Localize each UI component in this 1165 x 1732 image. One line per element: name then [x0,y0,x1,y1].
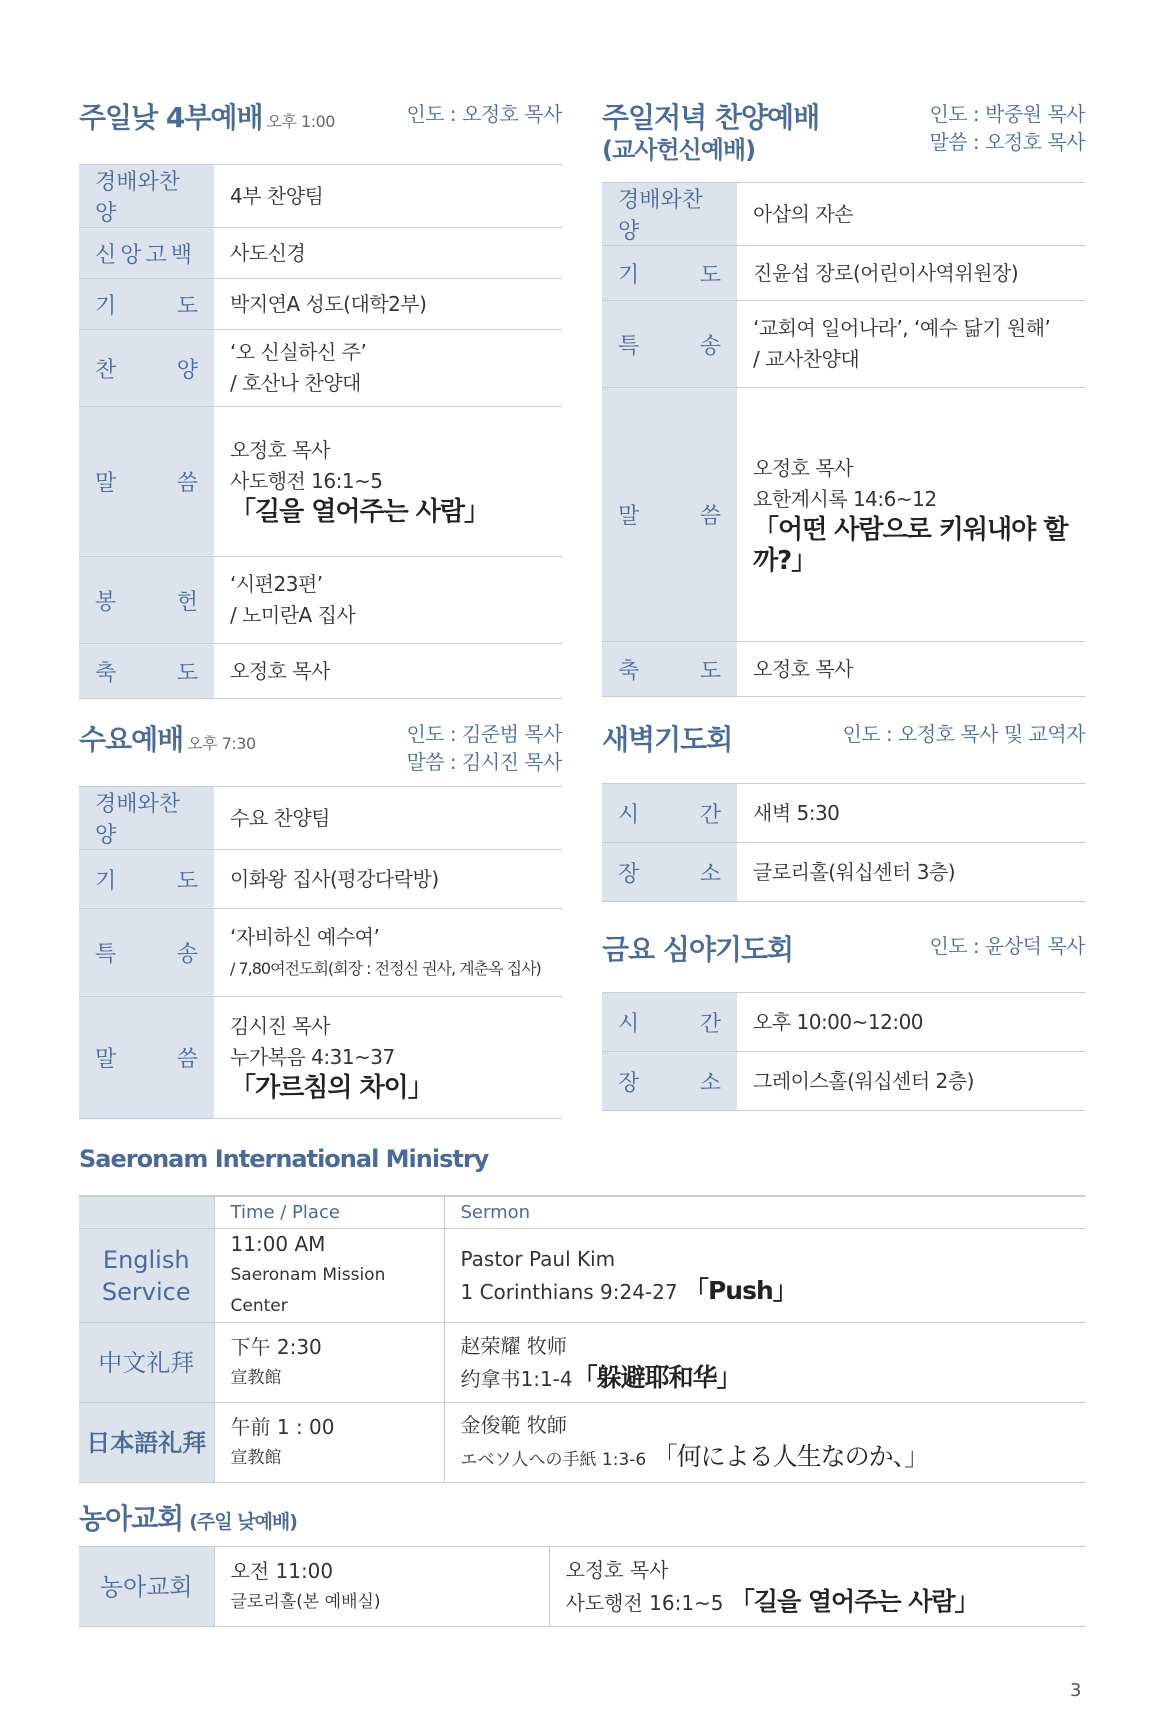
row-sermon [444,1403,1085,1483]
value-line: 오후 10:00~12:00 [753,1009,924,1034]
table-row [79,1229,1085,1323]
row-label [79,228,214,279]
label-text: 장 소 [618,861,721,887]
sermon-title: 「길을 열어주는 사람」 [729,1586,979,1616]
row-label [602,993,737,1052]
value-line: 오정호 목사 [230,438,330,462]
deaf-title [79,1497,297,1537]
value-line: ‘시편23편’ [230,572,323,596]
sermon-line [461,1441,1070,1476]
label-text: 찬 양 [95,357,198,383]
table-row [79,279,562,330]
label-text: 시 간 [618,802,721,828]
row-time-place [214,1403,444,1483]
row-value [214,787,562,850]
wednesday-leader: 인도 : 김준범 목사 [406,722,562,746]
value-line: 4부 찬양팀 [230,183,324,208]
wednesday-preacher: 말씀 : 김시진 목사 [406,750,562,774]
row-value [737,843,1085,902]
wednesday-table [79,786,562,1119]
label-text: 축 도 [618,658,721,684]
deaf-table [79,1546,1085,1627]
row-value [737,301,1085,388]
value-line: 김시진 목사 [230,1014,330,1038]
table-row [602,993,1085,1052]
sermon-title: 「가르침의 차이」 [230,1073,433,1103]
evening-preacher: 말씀 : 오정호 목사 [929,130,1085,154]
service-place: 宣教館 [230,1367,282,1388]
row-label [79,644,214,699]
row-value [214,644,562,699]
evening-table [602,182,1085,697]
row-label [79,1229,214,1323]
sermon-line [566,1586,1070,1619]
row-label [79,165,214,228]
table-row [602,246,1085,301]
label-text: 기 도 [95,868,198,894]
value-line: / 교사찬양대 [753,347,860,371]
scripture-ref: 约拿书1:1-4 [460,1366,573,1391]
row-label [602,843,737,902]
row-label [79,787,214,850]
dawn-title: 새벽기도회 [602,723,733,756]
service-place: 글로리홀(본 예배실) [230,1591,381,1612]
table-row [79,1403,1085,1483]
value-line: 그레이스홀(워십센터 2층) [753,1068,974,1093]
sermon-title: 「길을 열어주는 사람」 [230,497,490,527]
row-value [737,183,1085,246]
evening-title: 주일저녁 찬양예배 [602,101,820,134]
value-line: ‘자비하신 예수여’ [230,924,380,949]
wednesday-title [79,718,256,758]
scripture-ref: 사도행전 16:1~5 [565,1590,724,1615]
intl-title: Saeronam International Ministry [79,1145,489,1173]
row-time-place [214,1323,444,1403]
value-line: 진윤섭 장로(어린이사역위원장) [753,260,1019,285]
row-sermon [444,1229,1085,1323]
label-text: 기 도 [95,293,198,319]
dawn-leader: 인도 : 오정호 목사 및 교역자 [842,722,1085,746]
row-time-place [214,1547,549,1627]
label-text: 中文礼拜 [98,1348,195,1377]
label-text: 특 송 [95,942,198,967]
row-label [79,1323,214,1403]
row-label [79,909,214,997]
deaf-subtitle: (주일 낮예배) [189,1511,297,1533]
value-line: 이화왕 집사(평강다락방) [230,866,439,891]
label-text: 경배와찬양 [95,170,181,226]
row-time-place [214,1229,444,1323]
evening-leader: 인도 : 박중원 목사 [929,102,1085,126]
value-line: 글로리홀(워십센터 3층) [753,859,956,884]
row-sermon [549,1547,1085,1627]
table-row [79,787,562,850]
sunday4-table [79,164,562,699]
row-value [737,993,1085,1052]
scripture-ref: 1 Corinthians 9:24-27 [460,1279,678,1304]
table-row [602,388,1085,642]
row-value [737,642,1085,697]
value-line: 박지연A 성도(대학2부) [230,291,427,316]
label-text: 기 도 [618,262,721,288]
wednesday-title-text: 수요예배 [79,723,184,756]
label-text: 장 소 [618,1070,721,1096]
row-label [602,784,737,843]
label-text: 봉 헌 [95,589,198,615]
preacher: 金俊範 牧師 [460,1412,567,1437]
sunday4-time: 오후 1:00 [266,112,335,131]
service-time: 下午 2:30 [230,1334,322,1359]
sermon-line [461,1362,1070,1395]
value-line: ‘오 신실하신 주’ [230,340,367,364]
value-line: ‘교회여 일어나라’, ‘예수 닮기 원해’ [753,316,1051,340]
row-label [602,642,737,697]
label-text: English Service [101,1245,191,1306]
table-row [79,1323,1085,1403]
value-line: 사도행전 16:1~5 [230,469,383,493]
table-row [79,557,562,644]
row-value [737,388,1085,642]
row-value [737,784,1085,843]
row-label [602,246,737,301]
sermon-title: 「躲避耶和华」 [572,1362,741,1392]
scripture-ref: エベソ人への手紙 1:3-6 [460,1449,647,1470]
label-text: 말 씀 [95,471,198,496]
row-label [602,301,737,388]
label-text: 축 도 [95,660,198,686]
sunday4-title-text: 주일낮 4부예배 [79,101,263,134]
service-place: 宣教館 [230,1447,282,1468]
table-row [79,1547,1085,1627]
row-label [79,997,214,1119]
wednesday-time: 오후 7:30 [187,734,256,753]
row-value [214,279,562,330]
table-row [602,784,1085,843]
row-label [79,557,214,644]
intl-table [79,1195,1085,1483]
row-label [79,330,214,407]
label-text: 말 씀 [618,504,721,529]
header-time-place: Time / Place [214,1196,444,1229]
table-row [79,165,562,228]
table-row [79,909,562,997]
service-time: 오전 11:00 [230,1558,334,1583]
row-value [214,330,562,407]
value-line: 오정호 목사 [753,656,853,681]
value-line: 새벽 5:30 [753,800,840,825]
table-row [602,1052,1085,1111]
label-text: 시 간 [618,1011,721,1037]
table-row [79,228,562,279]
table-row [602,642,1085,697]
row-label [79,1547,214,1627]
header-blank [79,1196,214,1229]
table-row [602,301,1085,388]
value-line: 오정호 목사 [753,455,853,480]
page-number: 3 [1070,1680,1082,1701]
row-label [602,183,737,246]
sunday4-leader: 인도 : 오정호 목사 [406,102,562,126]
value-line: 요한계시록 14:6~12 [753,486,937,511]
row-value [214,997,562,1119]
deaf-title-text: 농아교회 [79,1502,184,1535]
friday-leader: 인도 : 윤상덕 목사 [929,934,1085,958]
row-label [79,850,214,909]
table-row [602,183,1085,246]
row-sermon [444,1323,1085,1403]
sunday4-title [79,96,335,136]
table-row [79,850,562,909]
row-value [214,165,562,228]
friday-title: 금요 심야기도회 [602,933,794,966]
preacher: Pastor Paul Kim [460,1246,616,1271]
row-label [602,1052,737,1111]
label-text: 신앙고백 [95,242,197,268]
service-place: Saeronam Mission Center [230,1265,386,1316]
friday-table [602,992,1085,1111]
dawn-table [602,783,1085,902]
service-time: 午前 1 : 00 [230,1414,335,1439]
label-text: 경배와찬양 [95,792,181,848]
table-row [79,407,562,557]
row-label [602,388,737,642]
row-label [79,279,214,330]
value-line: 수요 찬양팀 [230,805,330,830]
row-label [79,407,214,557]
label-text: 말 씀 [95,1047,198,1072]
label-text: 日本語礼拜 [86,1428,207,1457]
row-value [214,557,562,644]
label-text: 특 송 [618,333,721,359]
table-row [79,997,562,1119]
sermon-title: 「何による人生なのか、」 [652,1441,929,1471]
value-line: / 호산나 찬양대 [230,371,361,395]
evening-subtitle: (교사헌신예배) [602,136,756,164]
row-label [79,1403,214,1483]
value-line: 사도신경 [230,240,306,265]
sermon-title: 「Push」 [683,1275,797,1305]
preacher: 오정호 목사 [565,1557,669,1582]
value-line: / 노미란A 집사 [230,603,356,627]
table-row [79,644,562,699]
table-row [602,843,1085,902]
value-line: / 7,80여전도회(회장 : 전정신 권사, 계춘옥 집사) [230,958,541,978]
table-header-row [79,1196,1085,1229]
header-sermon: Sermon [444,1196,1085,1229]
row-value [214,850,562,909]
preacher: 赵荣耀 牧师 [460,1333,567,1358]
row-value [737,246,1085,301]
label-text: 경배와찬양 [618,188,704,244]
label-text: 농아교회 [99,1572,193,1601]
service-time: 11:00 AM [230,1232,326,1256]
sermon-line [461,1275,1070,1308]
value-line: 아삽의 자손 [753,201,853,226]
table-row [79,330,562,407]
value-line: 누가복음 4:31~37 [230,1045,395,1069]
row-value [214,228,562,279]
row-value [214,909,562,997]
value-line: 오정호 목사 [230,658,330,683]
row-value [214,407,562,557]
row-value [737,1052,1085,1111]
sermon-title: 「어떤 사람으로 키워내야 할까?」 [753,514,1068,576]
